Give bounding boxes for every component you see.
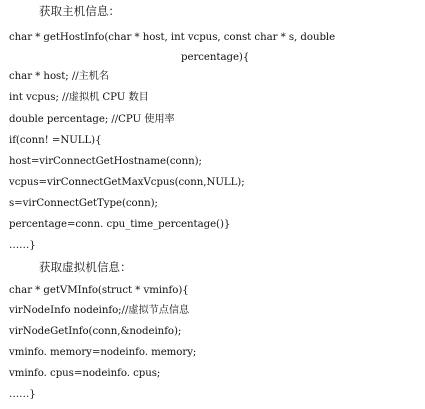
code-line: vcpus=virConnectGetMaxVcpus(conn,NULL); bbox=[9, 177, 245, 188]
code-line: int vcpus; //虚拟机 CPU 数目 bbox=[9, 92, 149, 103]
code-line: char * getVMInfo(struct * vminfo){ bbox=[9, 285, 189, 296]
code-line: s=virConnectGetType(conn); bbox=[9, 198, 158, 209]
code-line: ……} bbox=[9, 240, 36, 251]
code-line: if(conn! =NULL){ bbox=[9, 135, 102, 146]
code-line: host=virConnectGetHostname(conn); bbox=[9, 156, 202, 167]
code-line: vminfo. memory=nodeinfo. memory; bbox=[9, 347, 197, 358]
code-line: virNodeGetInfo(conn,&nodeinfo); bbox=[9, 326, 182, 337]
code-line: virNodeInfo nodeinfo;//虚拟节点信息 bbox=[9, 305, 190, 316]
code-line: vminfo. cpus=nodeinfo. cpus; bbox=[9, 368, 161, 379]
code-line: char * getHostInfo(char * host, int vcpus, const char * s, double bbox=[9, 32, 336, 43]
section-heading-vm-info: 获取虚拟机信息： bbox=[39, 260, 132, 274]
section-heading-host-info: 获取主机信息： bbox=[39, 4, 121, 18]
code-line: percentage){ bbox=[181, 52, 250, 63]
code-line: char * host; //主机名 bbox=[9, 71, 109, 82]
code-line: percentage=conn. cpu_time_percentage()} bbox=[9, 219, 231, 230]
code-line: double percentage; //CPU 使用率 bbox=[9, 114, 175, 125]
code-line: ……} bbox=[9, 389, 36, 400]
